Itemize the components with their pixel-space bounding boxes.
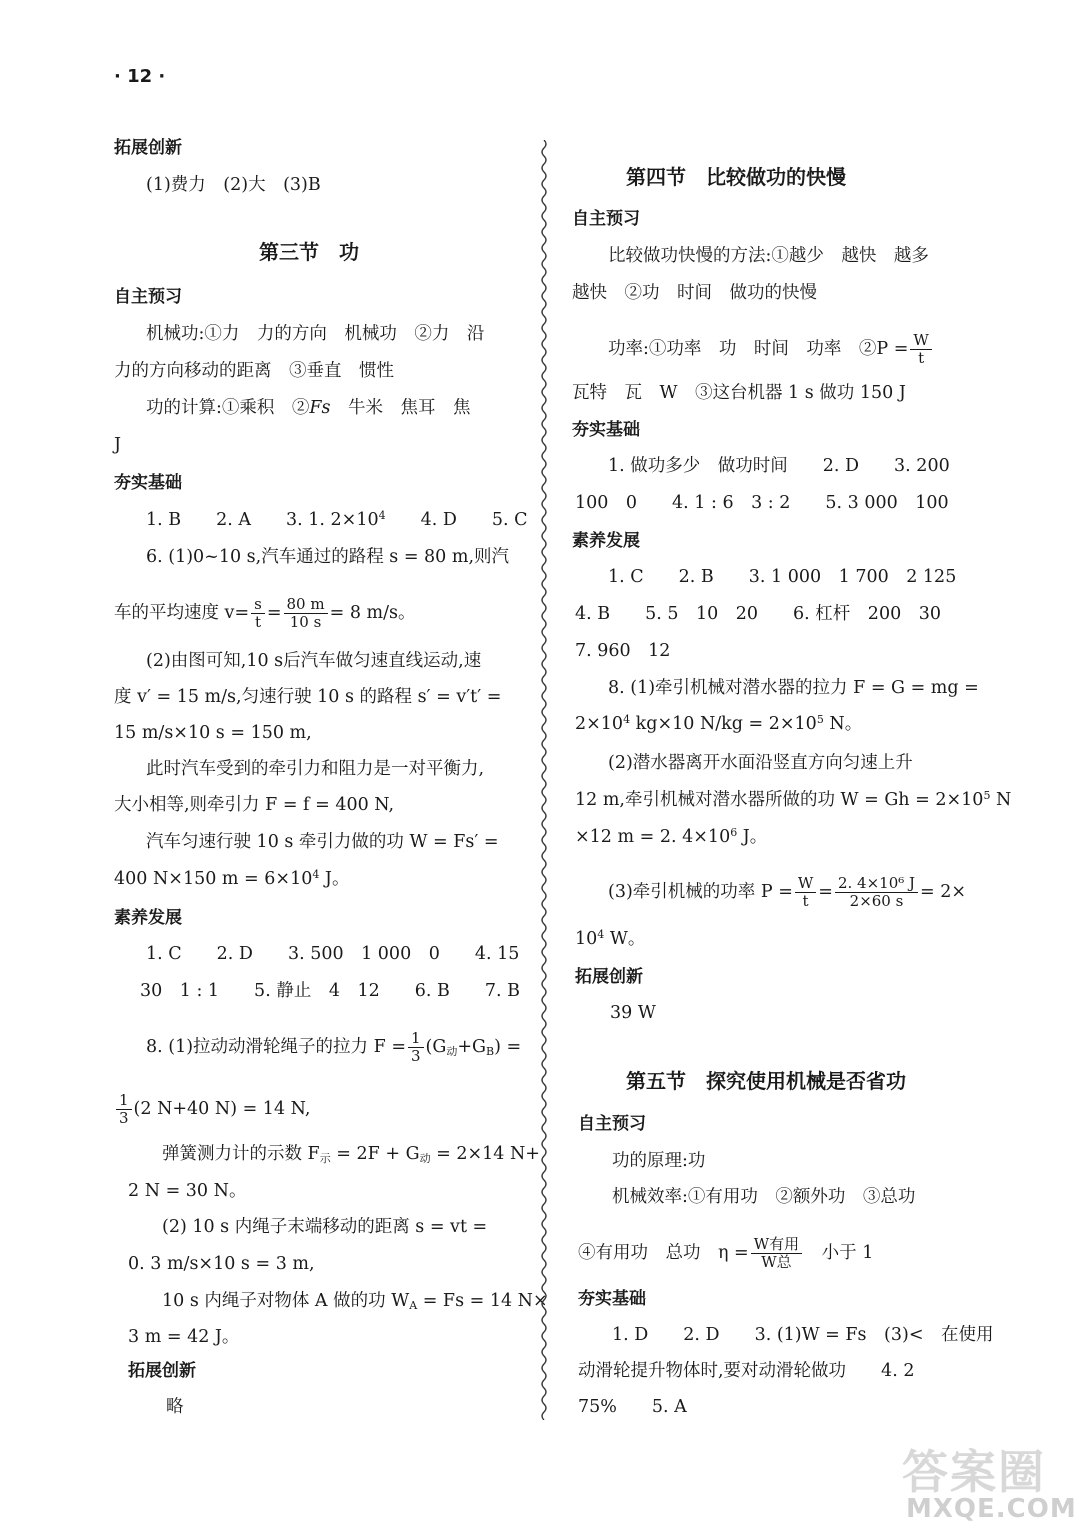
fraction: $\frac{1}{3}$ [408,1030,424,1065]
answer-line: 车的平均速度 v= $\frac{s}{t}$ = $\frac{80 m}{10 s}$ = 8 m/s。 [114,595,416,631]
answer-line: 1. C 2. D 3. 500 1 000 0 4. 15 [146,944,520,964]
answer-line: 弹簧测力计的示数 $F_示 = 2F + G_动 = 2\times 14$ N+ [162,1144,540,1165]
answer-line: 6. (1)0~10 s,汽车通过的路程 s = 80 m,则汽 [146,547,510,567]
heading-preview: 自主预习 [114,287,182,307]
heading-development: 素养发展 [114,908,182,928]
answer-line: $2\times 10^4$ kg×10 $N/kg = 2\times 10^5$ N。 [575,713,863,734]
answer-line: 12 m,牵引机械对潜水器所做的功 $W = Gh = 2\times 10^5$ N [575,789,1012,810]
answer-line: (2) 10 s 内绳子末端移动的距离 s = vt = [162,1217,488,1237]
column-divider [533,140,555,1420]
watermark-logo: 答案圈 MXQE.COM [902,1445,1077,1524]
answer-line: 3 m = 42 J。 [128,1327,240,1347]
heading-extension: 拓展创新 [114,138,182,158]
heading-basics: 夯实基础 [578,1289,646,1309]
answer-line: 度 v′ = 15 m/s,匀速行驶 10 s 的路程 s′ = v′t′ = [114,687,502,707]
answer-line: 15 m/s×10 s = 150 m, [114,723,312,743]
fraction: W有用 W总 [751,1236,802,1271]
answer-line: 100 0 4. 1 : 6 3 : 2 5. 3 000 100 [575,493,949,513]
answer-line: 此时汽车受到的牵引力和阻力是一对平衡力, [146,759,485,779]
answer-line: 7. 960 12 [575,641,671,661]
answer-line: 8. (1)拉动动滑轮绳子的拉力 F = $\frac{1}{3}$ $(G_动+G_B)$ = [146,1029,522,1065]
answer-line: 1. D 2. D 3. (1)W = Fs (3)< 在使用 [612,1325,994,1345]
answer-line: 大小相等,则牵引力 F = f = 400 N, [114,795,395,815]
answer-line: 功的原理:功 [612,1151,706,1171]
answer-line: 力的方向移动的距离 ③垂直 惯性 [114,361,394,381]
heading-preview: 自主预习 [572,209,640,229]
answer-line: (2)由图可知,10 s后汽车做匀速直线运动,速 [146,651,482,671]
page-number: · 12 · [114,66,166,87]
answer-line: 越快 ②功 时间 做功的快慢 [572,283,817,303]
answer-line: 2 N = 30 N。 [128,1181,247,1201]
answer-line: 8. (1)牵引机械对潜水器的拉力 F = G = mg = [608,678,979,698]
answer-line: ④有用功 总功 η = W有用 W总 小于 1 [578,1235,874,1271]
section-title-5: 第五节 探究使用机械是否省功 [626,1069,906,1093]
answer-line: 1. B 2. A 3. 1. $2\times 10^4$ 4. D 5. C [146,509,528,530]
answer-line: 略 [166,1397,184,1417]
answer-line: 比较做功快慢的方法:①越少 越快 越多 [608,246,929,266]
fraction: $\frac{W}{t}$ [910,332,931,367]
fraction: $\frac{W}{t}$ [795,875,816,910]
answer-line: 动滑轮提升物体时,要对动滑轮做功 4. 2 [578,1361,915,1381]
answer-line: 10 s 内绳子对物体 A 做的功 $W_A = Fs = 14$ N× [162,1291,548,1312]
answer-line: $\frac{1}{3}$ (2 N+40 N) = 14 N, [114,1092,310,1127]
answer-line: 功率:①功率 功 时间 功率 ②P = $\frac{W}{t}$ [608,332,934,367]
answer-line: (1)费力 (2)大 (3)B [146,175,321,195]
answer-line: ×12 m = 2. $4\times 10^6$ J。 [575,826,768,847]
heading-basics: 夯实基础 [572,420,640,440]
answer-line: 汽车匀速行驶 10 s 牵引力做的功 W = Fs′ = [146,832,499,852]
answer-line: 瓦特 瓦 W ③这台机器 1 s 做功 150 J [572,383,906,403]
answer-line: (2)潜水器离开水面沿竖直方向匀速上升 [608,753,913,773]
answer-line: 机械功:①力 力的方向 机械功 ②力 沿 [146,324,485,344]
answer-line: 4. B 5. 5 10 20 6. 杠杆 200 30 [575,604,941,624]
heading-development: 素养发展 [572,531,640,551]
heading-preview: 自主预习 [578,1114,646,1134]
answer-line: 1. C 2. B 3. 1 000 1 700 2 125 [608,567,957,587]
answer-line: 0. 3 m/s×10 s = 3 m, [128,1254,315,1274]
fraction: $\frac{1}{3}$ [116,1092,132,1127]
answer-line: $10^4$ W。 [575,928,646,949]
fraction: $\frac{s}{t}$ [251,596,265,631]
answer-line: 1. 做功多少 做功时间 2. D 3. 200 [608,456,950,476]
heading-extension: 拓展创新 [128,1361,196,1381]
answer-line: 30 1 : 1 5. 静止 4 12 6. B 7. B [140,981,520,1001]
answer-line: J [114,435,122,455]
answer-line: (3)牵引机械的功率 P = $\frac{W}{t}$ = $\frac{\text{2. 4×10⁶ J}}{2\times 60 s}$ = 2× [608,874,967,910]
heading-basics: 夯实基础 [114,473,182,493]
fraction: $\frac{80 m}{10 s}$ [284,596,328,631]
answer-line: 75% 5. A [578,1397,687,1417]
section-title-4: 第四节 比较做功的快慢 [626,165,846,189]
fraction: $\frac{\text{2. 4×10⁶ J}}{2\times 60 s}$ [835,875,918,910]
answer-line: 39 W [610,1003,656,1023]
answer-line: 机械效率:①有用功 ②额外功 ③总功 [612,1187,916,1207]
section-title-3: 第三节 功 [259,240,359,264]
answer-line: 400 N×150 $m = 6\times 10^4$ J。 [114,868,350,889]
heading-extension: 拓展创新 [575,967,643,987]
answer-line: 功的计算:①乘积 ②Fs 牛米 焦耳 焦 [146,398,471,418]
